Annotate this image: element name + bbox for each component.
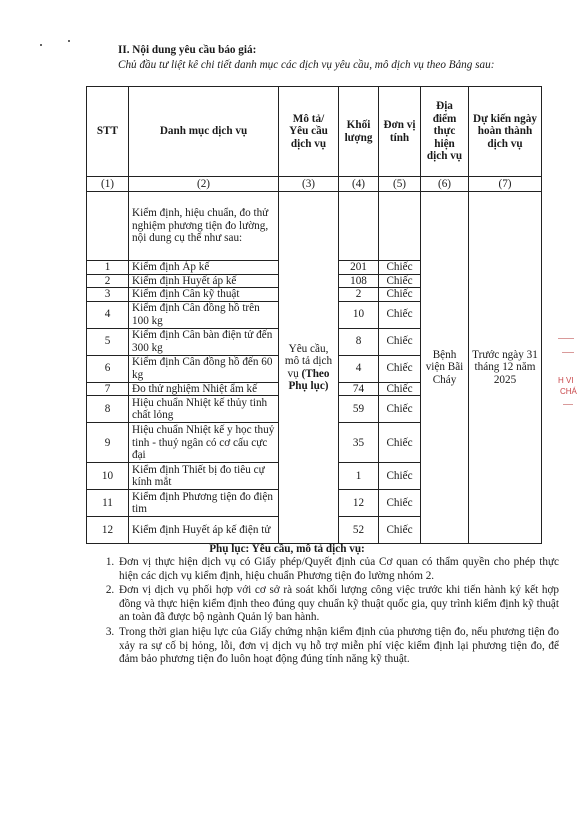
- row-stt: 3: [87, 288, 129, 302]
- column-number: (3): [279, 177, 339, 192]
- row-unit: Chiếc: [379, 328, 421, 355]
- row-quantity: 8: [339, 328, 379, 355]
- completion-date-cell: Trước ngày 31 tháng 12 năm 2025: [469, 192, 542, 544]
- appendix-item: 2. Đơn vị dịch vụ phối hợp với cơ sở rà soát khối lượng công việc trước khi tiến hành ký kết hợp đồng và thực hiện kiểm định theo đúng quy chuẩn kỹ thuật quốc gia, quy trình kiểm định kỹ thuật an toàn đã được bộ ngành Quản lý ban hành.: [117, 584, 559, 625]
- row-quantity: 2: [339, 288, 379, 302]
- row-quantity: 4: [339, 355, 379, 382]
- row-unit: Chiếc: [379, 423, 421, 463]
- column-number: (2): [129, 177, 279, 192]
- row-unit: Chiếc: [379, 301, 421, 328]
- column-number: (4): [339, 177, 379, 192]
- row-unit: Chiếc: [379, 274, 421, 288]
- header-service: Danh mục dịch vụ: [129, 87, 279, 177]
- row-stt: 10: [87, 463, 129, 490]
- appendix-item: 3. Trong thời gian hiệu lực của Giấy chứng nhận kiểm định của phương tiện đo, nếu phương tiện đo xảy ra sự cố bị hỏng, lỗi, đơn vị dịch vụ hỗ trợ miễn phí việc kiểm định lại phương tiện đo, để đảm bảo phương tiện đo luôn hoạt động đúng tính năng kỹ thuật.: [117, 626, 559, 667]
- row-stt: 1: [87, 261, 129, 275]
- row-service-name: Hiệu chuẩn Nhiệt kế thủy tinh chất lỏng: [129, 396, 279, 423]
- row-unit: Chiếc: [379, 463, 421, 490]
- column-number: (1): [87, 177, 129, 192]
- group-title: Kiểm định, hiệu chuẩn, đo thử nghiệm phương tiện đo lường, nội dung cụ thể như sau:: [129, 192, 279, 261]
- row-service-name: Kiểm định Thiết bị đo tiêu cự kính mắt: [129, 463, 279, 490]
- header-location: Địa điểm thực hiện dịch vụ: [421, 87, 469, 177]
- header-description: Mô tả/ Yêu cầu dịch vụ: [279, 87, 339, 177]
- scan-speck: [68, 40, 70, 42]
- row-unit: Chiếc: [379, 396, 421, 423]
- row-stt: 4: [87, 301, 129, 328]
- header-stt: STT: [87, 87, 129, 177]
- stamp-edge-text: CHÁ: [560, 387, 577, 396]
- row-unit: Chiếc: [379, 490, 421, 517]
- row-unit: Chiếc: [379, 288, 421, 302]
- stamp-edge-mark: [558, 338, 574, 339]
- appendix-item: 1. Đơn vị thực hiện dịch vụ có Giấy phép/Quyết định của Cơ quan có thẩm quyền cho phép thực hiện các dịch vụ kiểm định, hiệu chuẩn Phương tiện đo lường nhóm 2.: [117, 556, 559, 583]
- stamp-edge-mark: [563, 404, 573, 405]
- row-quantity: 1: [339, 463, 379, 490]
- header-quantity: Khối lượng: [339, 87, 379, 177]
- row-quantity: 10: [339, 301, 379, 328]
- column-number: (7): [469, 177, 542, 192]
- row-quantity: 74: [339, 382, 379, 396]
- row-stt: 8: [87, 396, 129, 423]
- section-title: II. Nội dung yêu cầu báo giá:: [118, 44, 257, 56]
- row-service-name: Kiểm định Cân bàn điện tử đến 300 kg: [129, 328, 279, 355]
- row-quantity: 59: [339, 396, 379, 423]
- row-service-name: Kiểm định Áp kế: [129, 261, 279, 275]
- description-cell: [279, 192, 339, 544]
- row-stt: 9: [87, 423, 129, 463]
- row-stt: 5: [87, 328, 129, 355]
- table-header-row: [87, 87, 542, 177]
- row-quantity: 201: [339, 261, 379, 275]
- row-service-name: Hiệu chuẩn Nhiệt kế y học thuỷ tinh - thuỷ ngân có cơ cấu cực đại: [129, 423, 279, 463]
- stamp-edge-mark: [562, 352, 574, 353]
- header-unit: Đơn vị tính: [379, 87, 421, 177]
- row-service-name: Kiểm định Cân đồng hồ đến 60 kg: [129, 355, 279, 382]
- row-stt: 6: [87, 355, 129, 382]
- row-service-name: Kiểm định Cân kỹ thuật: [129, 288, 279, 302]
- row-unit: Chiếc: [379, 261, 421, 275]
- services-table: [86, 86, 542, 544]
- row-unit: Chiếc: [379, 355, 421, 382]
- group-unit-cell: [379, 192, 421, 261]
- row-unit: Chiếc: [379, 382, 421, 396]
- section-intro: Chủ đầu tư liệt kê chi tiết danh mục các dịch vụ yêu cầu, mô dịch vụ theo Bảng sau:: [118, 59, 495, 71]
- row-stt: 12: [87, 517, 129, 544]
- group-stt-cell: [87, 192, 129, 261]
- scan-speck: [40, 44, 42, 46]
- row-service-name: Kiểm định Huyết áp kế điện tử: [129, 517, 279, 544]
- stamp-edge-text: H VI: [558, 376, 574, 385]
- row-quantity: 35: [339, 423, 379, 463]
- row-stt: 7: [87, 382, 129, 396]
- row-service-name: Kiểm định Huyết áp kế: [129, 274, 279, 288]
- description-text: Yêu cầu, mô tả dịch vụ: [284, 342, 333, 380]
- row-service-name: Kiểm định Cân đồng hồ trên 100 kg: [129, 301, 279, 328]
- row-quantity: 108: [339, 274, 379, 288]
- description-appendix-ref: (Theo Phụ lục): [288, 367, 330, 393]
- row-quantity: 12: [339, 490, 379, 517]
- row-service-name: Đo thử nghiệm Nhiệt ẩm kế: [129, 382, 279, 396]
- column-number: (6): [421, 177, 469, 192]
- group-title-row: [87, 192, 542, 261]
- row-quantity: 52: [339, 517, 379, 544]
- row-service-name: Kiểm định Phương tiện đo điện tim: [129, 490, 279, 517]
- appendix-title: Phụ lục: Yêu cầu, mô tả dịch vụ:: [209, 543, 365, 555]
- group-qty-cell: [339, 192, 379, 261]
- appendix-list: [100, 556, 559, 668]
- column-number-row: [87, 177, 542, 192]
- column-number: (5): [379, 177, 421, 192]
- row-unit: Chiếc: [379, 517, 421, 544]
- header-completion-date: Dự kiến ngày hoàn thành dịch vụ: [469, 87, 542, 177]
- row-stt: 2: [87, 274, 129, 288]
- row-stt: 11: [87, 490, 129, 517]
- location-cell: Bệnh viện Bãi Cháy: [421, 192, 469, 544]
